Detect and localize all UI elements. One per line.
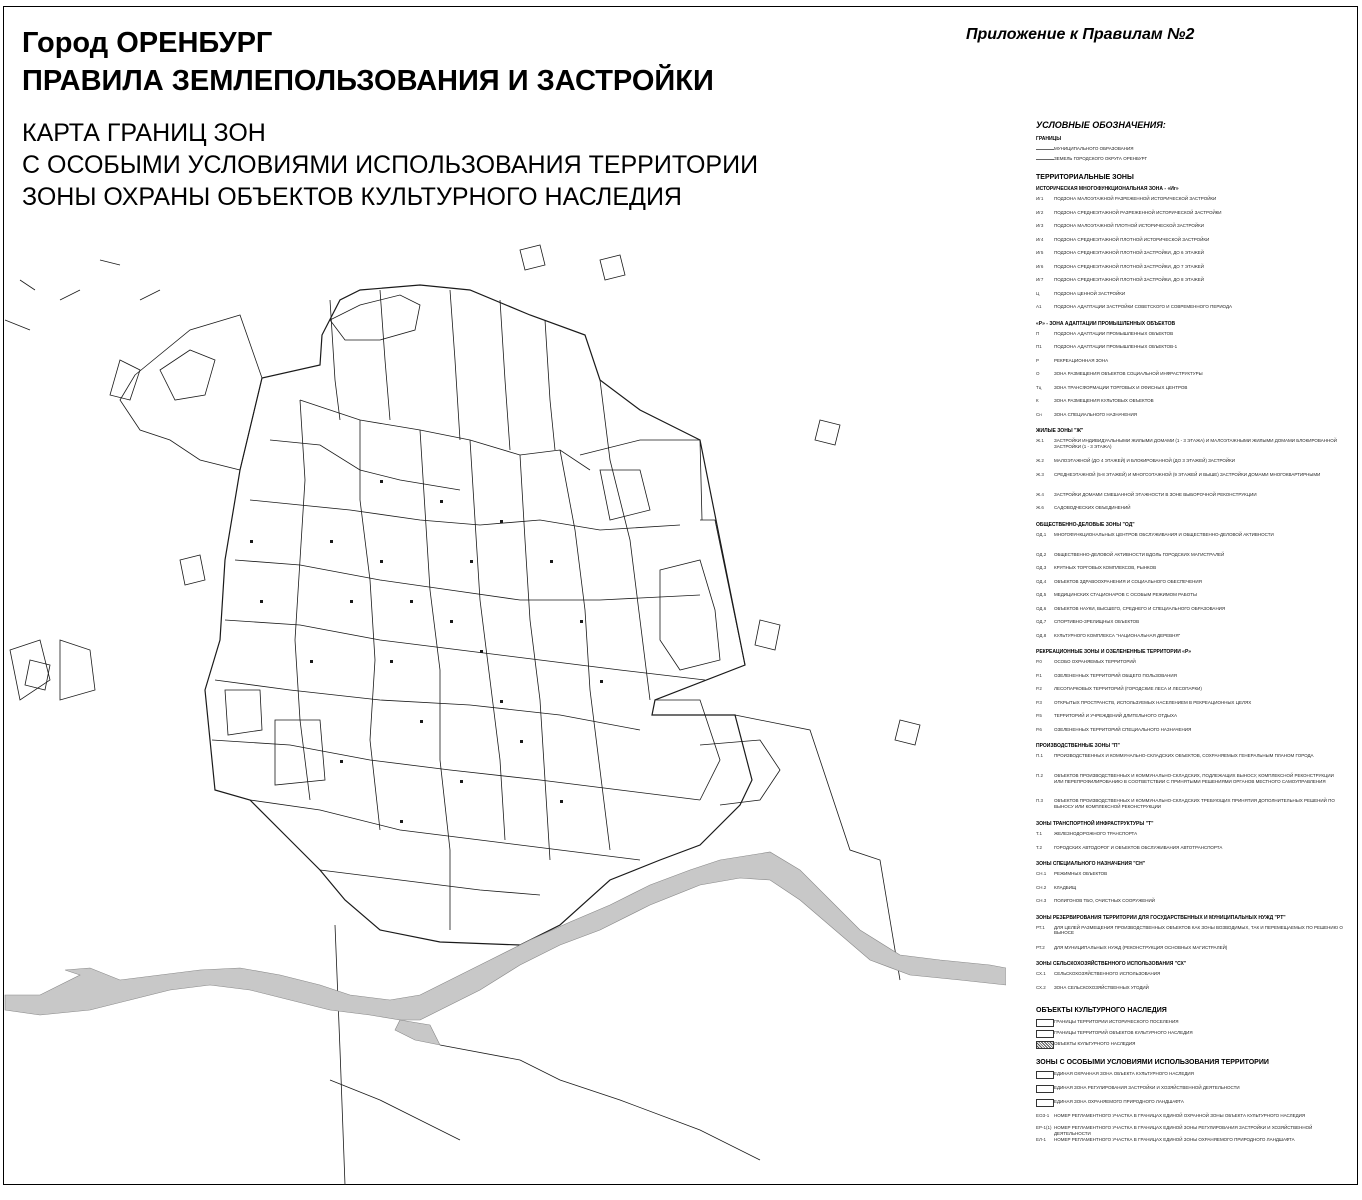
legend-label: ЖЕЛЕЗНОДОРОЖНОГО ТРАНСПОРТА — [1054, 831, 1138, 836]
legend-special-item — [1036, 1137, 1346, 1149]
legend-label: ГРАНИЦЫ ТЕРРИТОРИЙ ОБЪЕКТОВ КУЛЬТУРНОГО НАСЛЕДИЯ — [1054, 1030, 1193, 1035]
legend-zone-item — [1036, 492, 1346, 504]
legend-label: ЕДИНАЯ ОХРАННАЯ ЗОНА ОБЪЕКТА КУЛЬТУРНОГО НАСЛЕДИЯ — [1054, 1071, 1194, 1076]
legend-zone-item — [1036, 871, 1346, 883]
legend-heritage-item — [1036, 1041, 1346, 1053]
legend-code: О — [1036, 371, 1040, 376]
legend-code: Иг6 — [1036, 263, 1044, 269]
legend-label: ПОЛИГОНОВ ТБО, ОЧИСТНЫХ СООРУЖЕНИЙ — [1054, 898, 1155, 903]
map-subtitle-line-1: КАРТА ГРАНИЦ ЗОН — [22, 119, 266, 147]
legend-label: СРЕДНЕЭТАЖНОЙ (5-8 ЭТАЖЕЙ) И МНОГОЭТАЖНОЙ (9 ЭТАЖЕЙ И ВЫШЕ) ЗАСТРОЙКИ ДОМАМИ МНОГОКВАРТИРНЫМИ — [1054, 471, 1321, 477]
legend-group-title: ПРОИЗВОДСТВЕННЫЕ ЗОНЫ "П" — [1036, 743, 1120, 749]
legend-code: ЕЛ-1 — [1036, 1137, 1046, 1142]
legend-label: МАЛОЭТАЖНОЙ (ДО 4 ЭТАЖЕЙ) И БЛОКИРОВАННОЙ (ДО 3 ЭТАЖЕЙ) ЗАСТРОЙКИ — [1054, 458, 1236, 463]
river-side-channel — [395, 1020, 440, 1045]
legend-zone-item — [1036, 831, 1346, 843]
legend-label: ОСОБО ОХРАНЯЕМЫХ ТЕРРИТОРИЙ — [1054, 659, 1136, 664]
appendix-label: Приложение к Правилам №2 — [966, 26, 1195, 43]
legend-code: Ж.3 — [1036, 471, 1044, 477]
legend-group-title: ЖИЛЫЕ ЗОНЫ "Ж" — [1036, 428, 1084, 434]
legend-zone-item — [1036, 592, 1346, 604]
legend-zone-item — [1036, 898, 1346, 910]
legend-code: Ж.6 — [1036, 505, 1044, 510]
legend-zone-item — [1036, 223, 1346, 235]
legend-code: ОД.3 — [1036, 565, 1047, 570]
legend-label: ОТКРЫТЫХ ПРОСТРАНСТВ, ИСПОЛЬЗУЕМЫХ НАСЕЛЕНИЕМ В РЕКРЕАЦИОННЫХ ЦЕЛЯХ — [1054, 699, 1252, 705]
legend-label: ОБЪЕКТОВ ЗДРАВООХРАНЕНИЯ И СОЦИАЛЬНОГО ОБЕСПЕЧЕНИЯ — [1054, 578, 1202, 584]
legend-label: ПОДЗОНА СРЕДНЕЭТАЖНОЙ ПЛОТНОЙ ЗАСТРОЙКИ, ДО 8 ЭТАЖЕЙ — [1054, 277, 1205, 282]
map-legend — [1036, 120, 1346, 1180]
legend-code: СН.3 — [1036, 898, 1047, 903]
legend-swatch — [1036, 149, 1054, 150]
legend-label: ДЛЯ МУНИЦИПАЛЬНЫХ НУЖД (РЕКОНСТРУКЦИЯ ОСНОВНЫХ МАГИСТРАЛЕЙ) — [1054, 944, 1228, 950]
legend-code: Т.1 — [1036, 831, 1043, 836]
legend-swatch — [1036, 1071, 1054, 1079]
city-title: Город ОРЕНБУРГ — [22, 27, 273, 59]
legend-zone-item — [1036, 210, 1346, 222]
legend-code: Р.1 — [1036, 672, 1042, 678]
legend-label: ПОДЗОНА СРЕДНЕЭТАЖНОЙ ПЛОТНОЙ ЗАСТРОЙКИ, ДО 6 ЭТАЖЕЙ — [1054, 250, 1205, 255]
legend-code: К — [1036, 398, 1039, 403]
legend-group-title: ИСТОРИЧЕСКАЯ МНОГОФУНКЦИОНАЛЬНАЯ ЗОНА - «Иг» — [1036, 186, 1179, 192]
legend-label: МНОГОФУНКЦИОНАЛЬНЫХ ЦЕНТРОВ ОБСЛУЖИВАНИЯ И ОБЩЕСТВЕННО-ДЕЛОВОЙ АКТИВНОСТИ — [1054, 531, 1274, 537]
legend-swatch — [1036, 1019, 1054, 1027]
legend-zone-item — [1036, 659, 1346, 671]
legend-zone-item — [1036, 371, 1346, 383]
legend-group-title: «Р» - ЗОНА АДАПТАЦИИ ПРОМЫШЛЕННЫХ ОБЪЕКТОВ — [1036, 320, 1176, 327]
map-subtitle-line-3: ЗОНЫ ОХРАНЫ ОБЪЕКТОВ КУЛЬТУРНОГО НАСЛЕДИЯ — [22, 183, 682, 211]
legend-label: РЕКРЕАЦИОННАЯ ЗОНА — [1054, 357, 1109, 363]
legend-code: СН.2 — [1036, 884, 1047, 890]
legend-label: ОБЩЕСТВЕННО-ДЕЛОВОЙ АКТИВНОСТИ ВДОЛЬ ГОРОДСКИХ МАГИСТРАЛЕЙ — [1054, 551, 1225, 557]
legend-zones-title: ТЕРРИТОРИАЛЬНЫЕ ЗОНЫ — [1036, 174, 1134, 181]
legend-code: П.2 — [1036, 773, 1043, 778]
legend-zone-item — [1036, 412, 1346, 424]
legend-zone-item — [1036, 925, 1346, 937]
legend-zone-item — [1036, 277, 1346, 289]
map-subtitle-line-2: С ОСОБЫМИ УСЛОВИЯМИ ИСПОЛЬЗОВАНИЯ ТЕРРИТОРИИ — [22, 151, 759, 179]
legend-zone-item — [1036, 398, 1346, 410]
legend-zone-item — [1036, 472, 1346, 484]
legend-label: НОМЕР РЕГЛАМЕНТНОГО УЧАСТКА В ГРАНИЦАХ ЕДИНОЙ ЗОНЫ ОХРАНЯЕМОГО ПРИРОДНОГО ЛАНДШАФТА — [1054, 1137, 1295, 1142]
legend-special-title: ЗОНЫ С ОСОБЫМИ УСЛОВИЯМИ ИСПОЛЬЗОВАНИЯ ТЕРРИТОРИИ — [1036, 1059, 1269, 1066]
legend-special-item — [1036, 1125, 1346, 1137]
legend-zone-item — [1036, 971, 1346, 983]
legend-group-title: ЗОНЫ ТРАНСПОРТНОЙ ИНФРАСТРУКТУРЫ "Т" — [1036, 821, 1154, 827]
legend-label: ТЕРРИТОРИЙ И УЧРЕЖДЕНИЙ ДЛИТЕЛЬНОГО ОТДЫХА — [1054, 713, 1177, 718]
legend-group-title: ЗОНЫ РЕЗЕРВИРОВАНИЯ ТЕРРИТОРИИ ДЛЯ ГОСУДАРСТВЕННЫХ И МУНИЦИПАЛЬНЫХ НУЖД "РТ" — [1036, 914, 1286, 921]
legend-code: П — [1036, 330, 1040, 336]
legend-label: ОБЪЕКТОВ НАУКИ, ВЫСШЕГО, СРЕДНЕГО И СПЕЦИАЛЬНОГО ОБРАЗОВАНИЯ — [1054, 605, 1226, 611]
legend-label: СЕЛЬСКОХОЗЯЙСТВЕННОГО ИСПОЛЬЗОВАНИЯ — [1054, 971, 1161, 976]
legend-code: ОД.7 — [1036, 619, 1047, 624]
legend-label: ПОДЗОНА ЦЕННОЙ ЗАСТРОЙКИ — [1054, 290, 1126, 296]
legend-label: ЗАСТРОЙКИ ИНДИВИДУАЛЬНЫМИ ЖИЛЫМИ ДОМАМИ (1 - 3 ЭТАЖА) И МАЛОЭТАЖНЫМИ ЖИЛЫМИ ДОМАМИ БЛОКИРОВАННОЙ ЗАСТРОЙКИ (1 - 3 ЭТАЖА) — [1054, 438, 1338, 449]
legend-zone-item — [1036, 606, 1346, 618]
legend-code: ОД.2 — [1036, 551, 1047, 557]
legend-swatch — [1036, 1030, 1054, 1038]
legend-code: Иг5 — [1036, 250, 1044, 255]
legend-zone-item — [1036, 196, 1346, 208]
legend-code: ЕОЗ-1 — [1036, 1113, 1050, 1118]
legend-label: ОЗЕЛЕНЕННЫХ ТЕРРИТОРИЙ СПЕЦИАЛЬНОГО НАЗНАЧЕНИЯ — [1054, 726, 1192, 732]
rules-title: ПРАВИЛА ЗЕМЛЕПОЛЬЗОВАНИЯ И ЗАСТРОЙКИ — [22, 65, 714, 97]
legend-zone-item — [1036, 565, 1346, 577]
legend-zone-item — [1036, 552, 1346, 564]
legend-code: Иг2 — [1036, 209, 1044, 215]
legend-code: Тц — [1036, 384, 1042, 390]
legend-title: УСЛОВНЫЕ ОБОЗНАЧЕНИЯ: — [1036, 120, 1166, 130]
legend-code: Р.6 — [1036, 726, 1042, 732]
legend-label: НОМЕР РЕГЛАМЕНТНОГО УЧАСТКА В ГРАНИЦАХ ЕДИНОЙ ЗОНЫ РЕГУЛИРОВАНИЯ ЗАСТРОЙКИ И ХОЗЯЙСТВЕННОЙ ДЕЯТЕЛЬНОСТИ — [1054, 1125, 1313, 1136]
legend-label: МЕДИЦИНСКИХ СТАЦИОНАРОВ С ОСОБЫМ РЕЖИМОМ РАБОТЫ — [1054, 592, 1197, 597]
legend-code: РТ.1 — [1036, 924, 1045, 930]
legend-label: СПОРТИВНО-ЗРЕЛИЩНЫХ ОБЪЕКТОВ — [1054, 619, 1140, 624]
legend-zone-item — [1036, 753, 1346, 765]
legend-special-item — [1036, 1085, 1346, 1097]
legend-zone-item — [1036, 633, 1346, 645]
legend-zone-item — [1036, 532, 1346, 544]
legend-code: Р.3 — [1036, 699, 1042, 705]
legend-label: ПОДЗОНА СРЕДНЕЭТАЖНОЙ ПЛОТНОЙ ИСТОРИЧЕСКОЙ ЗАСТРОЙКИ — [1054, 236, 1210, 242]
legend-label: ПОДЗОНА АДАПТАЦИИ ПРОМЫШЛЕННЫХ ОБЪЕКТОВ — [1054, 330, 1174, 336]
legend-zone-item — [1036, 344, 1346, 356]
legend-zone-item — [1036, 505, 1346, 517]
legend-label: ЗОНА РАЗМЕЩЕНИЯ КУЛЬТОВЫХ ОБЪЕКТОВ — [1054, 398, 1154, 403]
legend-label: ОБЪЕКТОВ ПРОИЗВОДСТВЕННЫХ И КОММУНАЛЬНО-СКЛАДСКИХ ТРЕБУЮЩИХ ПРИНЯТИЯ ДОПОЛНИТЕЛЬНЫХ РЕШЕНИЙ ПО ВЫНОСУ ИЛИ КОМПЛЕКСНОЙ РЕКОНСТРУКЦИИ — [1054, 798, 1335, 809]
legend-code: Р.2 — [1036, 686, 1042, 691]
legend-code: ОД.8 — [1036, 632, 1047, 638]
legend-label: КРУПНЫХ ТОРГОВЫХ КОМПЛЕКСОВ, РЫНКОВ — [1054, 565, 1157, 570]
legend-label: САДОВОДЧЕСКИХ ОБЪЕДИНЕНИЙ — [1054, 505, 1131, 510]
legend-zone-item — [1036, 237, 1346, 249]
legend-zone-item — [1036, 291, 1346, 303]
legend-code: Ж.2 — [1036, 458, 1044, 463]
legend-label: ПОДЗОНА АДАПТАЦИИ ПРОМЫШЛЕННЫХ ОБЪЕКТОВ-1 — [1054, 344, 1178, 349]
legend-label: ЕДИНАЯ ЗОНА ОХРАНЯЕМОГО ПРИРОДНОГО ЛАНДШАФТА — [1054, 1099, 1184, 1104]
legend-special-item — [1036, 1071, 1346, 1083]
legend-label: МУНИЦИПАЛЬНОГО ОБРАЗОВАНИЯ — [1054, 146, 1134, 151]
legend-label: НОМЕР РЕГЛАМЕНТНОГО УЧАСТКА В ГРАНИЦАХ ЕДИНОЙ ОХРАННОЙ ЗОНЫ ОБЪЕКТА КУЛЬТУРНОГО НАСЛЕДИЯ — [1054, 1113, 1306, 1118]
legend-code: Р — [1036, 357, 1040, 363]
legend-group-title: ЗОНЫ СЕЛЬСКОХОЗЯЙСТВЕННОГО ИСПОЛЬЗОВАНИЯ "СХ" — [1036, 961, 1187, 967]
legend-label: ЗОНА СЕЛЬСКОХОЗЯЙСТВЕННЫХ УГОДИЙ — [1054, 984, 1149, 990]
legend-label: КЛАДБИЩ — [1054, 884, 1077, 890]
legend-boundaries-title: ГРАНИЦЫ — [1036, 136, 1062, 142]
legend-zone-item — [1036, 885, 1346, 897]
legend-zone-item — [1036, 773, 1346, 785]
legend-zone-item — [1036, 845, 1346, 857]
legend-zone-item — [1036, 673, 1346, 685]
legend-label: ОЗЕЛЕНЕННЫХ ТЕРРИТОРИЙ ОБЩЕГО ПОЛЬЗОВАНИЯ — [1054, 672, 1177, 678]
legend-label: ЗОНА ТРАНСФОРМАЦИИ ТОРГОВЫХ И ОФИСНЫХ ЦЕНТРОВ — [1054, 384, 1188, 390]
legend-code: Ц — [1036, 290, 1040, 296]
legend-code: Иг3 — [1036, 223, 1044, 228]
legend-label: ПОДЗОНА МАЛОЭТАЖНОЙ ПЛОТНОЙ ИСТОРИЧЕСКОЙ ЗАСТРОЙКИ — [1054, 223, 1204, 228]
legend-label: ЗОНА СПЕЦИАЛЬНОГО НАЗНАЧЕНИЯ — [1054, 411, 1137, 417]
legend-label: ОБЪЕКТЫ КУЛЬТУРНОГО НАСЛЕДИЯ — [1054, 1041, 1136, 1046]
historic-settlement-boundary — [205, 285, 752, 945]
legend-label: РЕЖИМНЫХ ОБЪЕКТОВ — [1054, 871, 1108, 876]
legend-zone-item — [1036, 331, 1346, 343]
legend-zone-item — [1036, 700, 1346, 712]
legend-label: ГРАНИЦЫ ТЕРРИТОРИИ ИСТОРИЧЕСКОГО ПОСЕЛЕНИЯ — [1054, 1019, 1179, 1024]
legend-swatch — [1036, 1041, 1054, 1049]
legend-label: ЗАСТРОЙКИ ДОМАМИ СМЕШАННОЙ ЭТАЖНОСТИ В ЗОНЕ ВЫБОРОЧНОЙ РЕКОНСТРУКЦИИ — [1054, 491, 1257, 497]
legend-code: Иг1 — [1036, 196, 1044, 201]
legend-zone-item — [1036, 358, 1346, 370]
legend-zone-item — [1036, 385, 1346, 397]
legend-zone-item — [1036, 304, 1346, 316]
legend-code: ОД.1 — [1036, 531, 1047, 537]
legend-boundary-item — [1036, 156, 1346, 168]
legend-code: Р.5 — [1036, 713, 1042, 718]
legend-code: П.3 — [1036, 798, 1043, 803]
legend-code: Р.0 — [1036, 659, 1042, 664]
legend-swatch — [1036, 159, 1054, 160]
legend-code: Ж.1 — [1036, 438, 1044, 443]
legend-label: ПРОИЗВОДСТВЕННЫХ И КОММУНАЛЬНО-СКЛАДСКИХ ОБЪЕКТОВ, СОХРАНЯЕМЫХ ГЕНЕРАЛЬНЫМ ПЛАНОМ ГОРОДА — [1054, 753, 1314, 758]
legend-code: А1 — [1036, 304, 1042, 309]
legend-zone-item — [1036, 458, 1346, 470]
legend-label: ЗОНА РАЗМЕЩЕНИЯ ОБЪЕКТОВ СОЦИАЛЬНОЙ ИНФРАСТРУКТУРЫ — [1054, 371, 1203, 376]
legend-zone-item — [1036, 438, 1346, 450]
legend-group-title: РЕКРЕАЦИОННЫЕ ЗОНЫ И ОЗЕЛЕНЕННЫЕ ТЕРРИТОРИИ «Р» — [1036, 649, 1192, 655]
legend-label: ДЛЯ ЦЕЛЕЙ РАЗМЕЩЕНИЯ ПРОИЗВОДСТВЕННЫХ ОБЪЕКТОВ КАК ЗОНЫ ВОЗВОДИМЫХ, ТАК И ПЕРЕМЕЩАЕМЫХ ПО РЕШЕНИЮ О ВЫНОСЕ — [1054, 924, 1343, 935]
legend-label: КУЛЬТУРНОГО КОМПЛЕКСА "НАЦИОНАЛЬНАЯ ДЕРЕВНЯ" — [1054, 632, 1181, 638]
legend-code: П1 — [1036, 344, 1042, 349]
legend-code: ОД.6 — [1036, 605, 1047, 611]
legend-label: ПОДЗОНА СРЕДНЕЭТАЖНОЙ ПЛОТНОЙ ЗАСТРОЙКИ, ДО 7 ЭТАЖЕЙ — [1054, 263, 1205, 269]
legend-code: П.1 — [1036, 753, 1043, 758]
legend-label: ПОДЗОНА МАЛОЭТАЖНОЙ РАЗРЕЖЕННОЙ ИСТОРИЧЕСКОЙ ЗАСТРОЙКИ — [1054, 196, 1217, 201]
legend-zone-item — [1036, 250, 1346, 262]
legend-label: ПОДЗОНА АДАПТАЦИИ ЗАСТРОЙКИ СОВЕТСКОГО И СОВРЕМЕННОГО ПЕРИОДА — [1054, 304, 1233, 309]
legend-zone-item — [1036, 798, 1346, 810]
legend-label: ОБЪЕКТОВ ПРОИЗВОДСТВЕННЫХ И КОММУНАЛЬНО-СКЛАДСКИХ, ПОДЛЕЖАЩИХ ВЫНОСУ, КОМПЛЕКСНОЙ РЕКОНСТРУКЦИИ ИЛИ ПЕРЕПРОФИЛИРОВАНИЮ В СООТВЕТСТВИИ С ПРИНЯТЫМИ РЕШЕНИЯМИ ОРГАНОВ МЕСТНОГО САМОУПРАВЛЕНИЯ — [1054, 773, 1334, 784]
legend-zone-item — [1036, 713, 1346, 725]
legend-zone-item — [1036, 727, 1346, 739]
legend-code: РТ.2 — [1036, 944, 1045, 950]
legend-zone-item — [1036, 985, 1346, 997]
map-linework — [5, 245, 920, 1185]
legend-zone-item — [1036, 945, 1346, 957]
legend-special-item — [1036, 1099, 1346, 1111]
legend-code: ОД.4 — [1036, 578, 1047, 584]
legend-code: Иг7 — [1036, 277, 1044, 282]
legend-code: Сн — [1036, 411, 1042, 417]
legend-swatch — [1036, 1099, 1054, 1107]
legend-label: ЛЕСОПАРКОВЫХ ТЕРРИТОРИЙ (ГОРОДСКИЕ ЛЕСА И ЛЕСОПАРКИ) — [1054, 686, 1202, 691]
legend-code: СХ.1 — [1036, 971, 1046, 976]
legend-heritage-title: ОБЪЕКТЫ КУЛЬТУРНОГО НАСЛЕДИЯ — [1036, 1007, 1167, 1014]
legend-group-title: ОБЩЕСТВЕННО-ДЕЛОВЫЕ ЗОНЫ "ОД" — [1036, 521, 1135, 528]
legend-code: Т.2 — [1036, 844, 1043, 850]
legend-special-item — [1036, 1113, 1346, 1125]
zoning-map[interactable] — [0, 225, 1006, 1190]
legend-code: ЕР-1(1) — [1036, 1125, 1052, 1130]
legend-zone-item — [1036, 619, 1346, 631]
ural-river — [5, 852, 1006, 1020]
legend-zone-item — [1036, 579, 1346, 591]
legend-label: ПОДЗОНА СРЕДНЕЭТАЖНОЙ РАЗРЕЖЕННОЙ ИСТОРИЧЕСКОЙ ЗАСТРОЙКИ — [1054, 209, 1222, 215]
legend-code: ОД.5 — [1036, 592, 1047, 597]
legend-code: СХ.2 — [1036, 984, 1046, 990]
legend-group-title: ЗОНЫ СПЕЦИАЛЬНОГО НАЗНАЧЕНИЯ "СН" — [1036, 861, 1146, 867]
legend-label: ЕДИНАЯ ЗОНА РЕГУЛИРОВАНИЯ ЗАСТРОЙКИ И ХОЗЯЙСТВЕННОЙ ДЕЯТЕЛЬНОСТИ — [1054, 1085, 1240, 1090]
legend-swatch — [1036, 1085, 1054, 1093]
legend-zone-item — [1036, 686, 1346, 698]
legend-code: СН.1 — [1036, 871, 1047, 876]
legend-label: ЗЕМЕЛЬ ГОРОДСКОГО ОКРУГА ОРЕНБУРГ — [1054, 156, 1148, 161]
legend-zone-item — [1036, 264, 1346, 276]
legend-code: Ж.4 — [1036, 491, 1044, 497]
legend-label: ГОРОДСКИХ АВТОДОРОГ И ОБЪЕКТОВ ОБСЛУЖИВАНИЯ АВТОТРАНСПОРТА — [1054, 844, 1223, 850]
legend-code: Иг4 — [1036, 236, 1044, 242]
